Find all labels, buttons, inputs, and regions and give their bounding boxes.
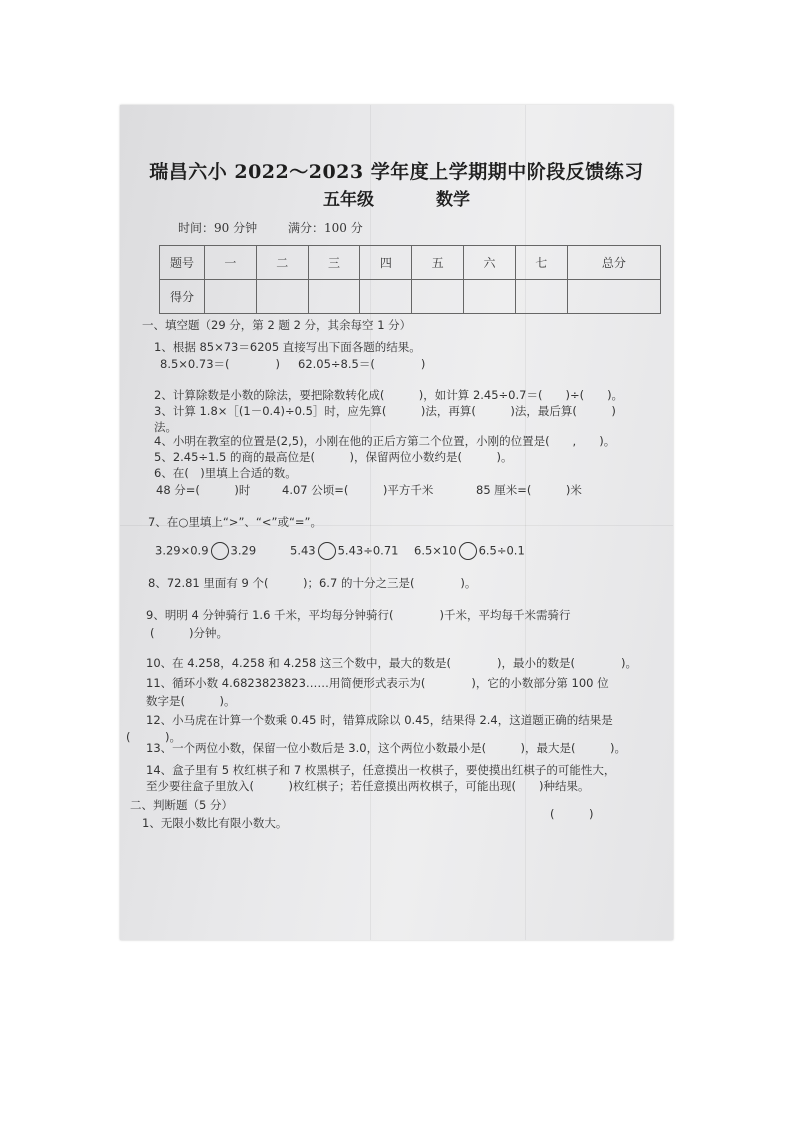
section-1-heading: 一、填空题（29 分，第 2 题 2 分，其余每空 1 分） <box>142 318 412 332</box>
question-14: 14、盒子里有 5 枚红棋子和 7 枚黑棋子，任意摸出一枚棋子，要使摸出红棋子的可能性大， <box>146 763 616 777</box>
question-3-continued: 法。 <box>154 420 177 434</box>
score-table-cell: 三 <box>308 246 360 280</box>
question-7-part-c <box>414 542 525 560</box>
compare-right: 6.5÷0.1 <box>478 543 525 558</box>
score-table-cell: 六 <box>464 246 516 280</box>
compare-circle[interactable] <box>211 542 229 560</box>
question-6: 6、在( )里填上合适的数。 <box>154 466 297 480</box>
score-table-cell: 总分 <box>567 246 660 280</box>
score-input-cell[interactable] <box>308 280 360 314</box>
exam-title: 瑞昌六小 2022～2023 学年度上学期期中阶段反馈练习 <box>149 161 644 183</box>
exam-subtitle <box>120 185 673 210</box>
question-3: 3、计算 1.8×［(1－0.4)÷0.5］时，应先算( )法，再算( )法，最后算( ) <box>154 404 616 418</box>
score-table <box>159 245 661 314</box>
compare-left: 5.43 <box>290 543 316 558</box>
score-input-cell[interactable] <box>205 280 257 314</box>
question-12: 12、小马虎在计算一个数乘 0.45 时，错算成除以 0.45，结果得 2.4，这道题正确的结果是 <box>146 713 613 727</box>
score-table-header-row <box>160 246 661 280</box>
question-6-part-c: 85 厘米=( )米 <box>476 483 582 497</box>
question-1-part-a: 8.5×0.73＝( ) <box>160 357 281 371</box>
question-6-part-b: 4.07 公顷=( )平方千米 <box>282 483 434 497</box>
compare-left: 3.29×0.9 <box>155 543 209 558</box>
question-2: 2、计算除数是小数的除法，要把除数转化成( )，如计算 2.45÷0.7＝( )÷( )。 <box>154 388 624 402</box>
question-5: 5、2.45÷1.5 的商的最高位是( )，保留两位小数约是( )。 <box>154 450 513 464</box>
compare-circle[interactable] <box>318 542 336 560</box>
question-6-part-a: 48 分=( )时 <box>156 483 251 497</box>
score-input-cell[interactable] <box>412 280 464 314</box>
question-1-part-b: 62.05÷8.5＝( ) <box>298 357 426 371</box>
paper-fold <box>370 105 371 940</box>
compare-right: 3.29 <box>230 543 257 558</box>
question-10: 10、在 4.258，4.258 和 4.258 这三个数中，最大的数是( )，最小的数是( )。 <box>146 656 637 670</box>
question-7: 7、在○里填上“>”、“<”或“=”。 <box>148 515 323 529</box>
score-input-cell[interactable] <box>515 280 567 314</box>
question-11: 11、循环小数 4.6823823823……用简便形式表示为( )，它的小数部分第 100 位 <box>146 676 609 690</box>
question-11-continued: 数字是( )。 <box>146 694 236 708</box>
score-row-label: 得分 <box>160 280 205 314</box>
question-4: 4、小明在教室的位置是(2,5)，小刚在他的正后方第二个位置，小刚的位置是( , )。 <box>154 434 616 448</box>
time-label: 时间：90 分钟 <box>178 221 258 235</box>
question-1: 1、根据 85×73＝6205 直接写出下面各题的结果。 <box>154 340 421 354</box>
compare-right: 5.43÷0.71 <box>337 543 399 558</box>
score-table-cell: 四 <box>360 246 412 280</box>
question-7-part-a <box>155 542 256 560</box>
question-7-part-b <box>290 542 398 560</box>
full-score-label: 满分：100 分 <box>288 221 363 235</box>
score-table-cell: 五 <box>412 246 464 280</box>
judge-answer-box[interactable]: ( ) <box>550 807 594 821</box>
judge-question-1: 1、无限小数比有限小数大。 <box>142 816 288 830</box>
score-input-cell[interactable] <box>464 280 516 314</box>
score-input-cell[interactable] <box>360 280 412 314</box>
score-table-cell: 七 <box>515 246 567 280</box>
compare-left: 6.5×10 <box>414 543 457 558</box>
grade-label: 五年级 <box>323 190 375 210</box>
question-14-continued: 至少要往盒子里放入( )枚红棋子；若任意摸出两枚棋子，可能出现( )种结果。 <box>146 779 590 793</box>
subject-label: 数学 <box>435 190 470 210</box>
score-table-score-row <box>160 280 661 314</box>
compare-circle[interactable] <box>459 542 477 560</box>
score-input-cell[interactable] <box>567 280 660 314</box>
score-table-cell: 一 <box>205 246 257 280</box>
paper-fold <box>525 105 526 940</box>
question-9: 9、明明 4 分钟骑行 1.6 千米，平均每分钟骑行( )千米，平均每千米需骑行 <box>146 608 571 622</box>
score-input-cell[interactable] <box>256 280 308 314</box>
score-table-cell: 二 <box>256 246 308 280</box>
section-2-heading: 二、判断题（5 分） <box>130 798 233 812</box>
question-9-continued: ( )分钟。 <box>150 626 228 640</box>
exam-paper <box>120 105 673 940</box>
score-table-cell: 题号 <box>160 246 205 280</box>
question-8: 8、72.81 里面有 9 个( )；6.7 的十分之三是( )。 <box>148 576 477 590</box>
question-12-continued: ( )。 <box>126 730 181 744</box>
question-13: 13、一个两位小数，保留一位小数后是 3.0，这个两位小数最小是( )，最大是( )。 <box>146 741 627 755</box>
